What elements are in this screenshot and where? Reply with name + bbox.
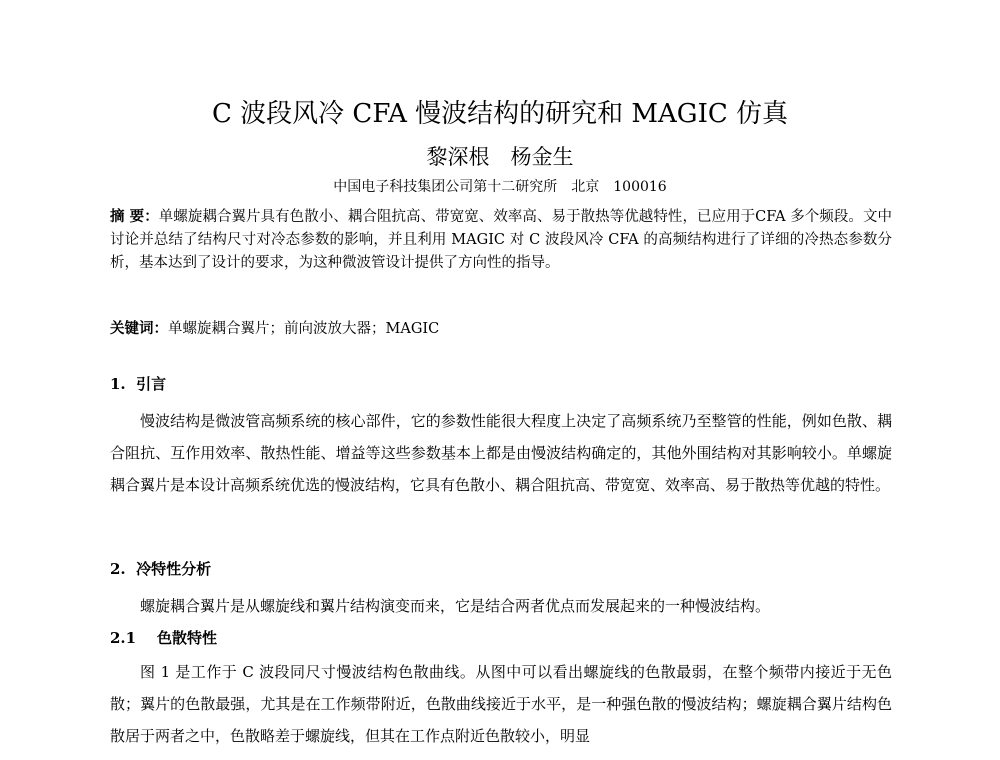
abstract-label: 摘 要： bbox=[110, 208, 159, 225]
keywords-label: 关键词： bbox=[110, 320, 168, 337]
keywords-text: 单螺旋耦合翼片；前向波放大器；MAGIC bbox=[168, 321, 440, 337]
paper-authors: 黎深根 杨金生 bbox=[426, 145, 574, 169]
section-paragraph-introduction: 慢波结构是微波管高频系统的核心部件，它的参数性能很大程度上决定了高频系统乃至整管的性能，例如色散、耦合阻抗、互作用效率、散热性能、增益等这些参数基本上都是由慢波结构确定的，其他外围结构对其影响较小。单螺旋耦合翼片是本设计高频系统优选的慢波结构，它具有色散小、耦合阻抗高、带宽宽、效率高、易于散热等优越的特性。 bbox=[110, 412, 892, 494]
abstract bbox=[110, 205, 892, 275]
section-paragraph-dispersion: 图 1 是工作于 C 波段同尺寸慢波结构色散曲线。从图中可以看出螺旋线的色散最弱，在整个频带内接近于无色散；翼片的色散最强，尤其是在工作频带附近，色散曲线接近于水平，是一种强色散的慢波结构；螺旋耦合翼片结构色散居于两者之中，色散略差于螺旋线，但其在工作点附近色散较小，明显 bbox=[110, 663, 892, 745]
keywords bbox=[110, 317, 892, 341]
section-heading-introduction: 1. 引言 bbox=[110, 375, 167, 393]
paper-affiliation: 中国电子科技集团公司第十二研究所 北京 100016 bbox=[333, 179, 667, 195]
section-heading-dispersion: 2.1 色散特性 bbox=[110, 629, 217, 647]
section-heading-cold-analysis: 2. 冷特性分析 bbox=[110, 560, 212, 578]
abstract-text: 单螺旋耦合翼片具有色散小、耦合阻抗高、带宽宽、效率高、易于散热等优越特性，已应用于CFA 多个频段。文中讨论并总结了结构尺寸对冷态参数的影响，并且利用 MAGIC 对 C 波段风冷 CFA 的高频结构进行了详细的冷热态参数分析，基本达到了设计的要求，为这种微波管设计提供了方向性的指导。 bbox=[110, 209, 892, 271]
section-paragraph-cold-analysis: 螺旋耦合翼片是从螺旋线和翼片结构演变而来，它是结合两者优点而发展起来的一种慢波结构。 bbox=[140, 597, 771, 615]
paper-title: C 波段风冷 CFA 慢波结构的研究和 MAGIC 仿真 bbox=[212, 99, 788, 129]
